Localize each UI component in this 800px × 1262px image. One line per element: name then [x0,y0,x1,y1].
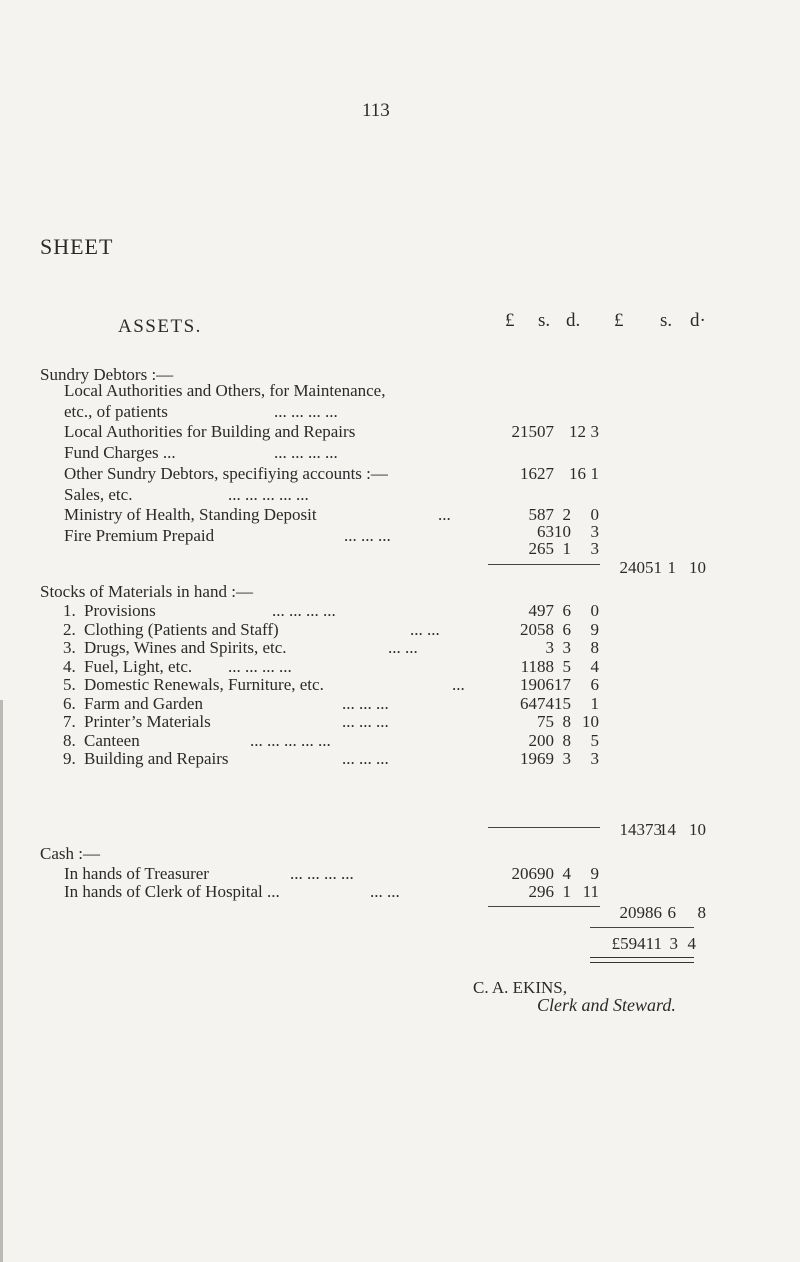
amount-pounds: 20690 [511,864,554,883]
subtotal-rule [488,827,600,828]
amount-pence: 1 [590,693,599,713]
stock-item-number: 9. [63,749,76,768]
grand-total-pence: 4 [687,934,696,953]
amount-pounds: 265 [528,539,554,558]
subtotal-shillings: 1 [667,558,676,577]
sundry-debtors-heading: Sundry Debtors :— [40,365,174,384]
amount-pounds: 200 [528,730,554,750]
grand-total-pounds: £59411 [611,934,662,953]
subtotal-pounds: 20986 [619,903,662,922]
leader-dots: ... ... ... [344,526,391,545]
amount-pounds: 63 [537,522,554,541]
amount-shillings: 1 [562,882,571,901]
subtotal-pounds: 14373 [619,820,662,839]
grand-total-shillings: 3 [669,934,678,953]
sundry-line-4: Ministry of Health, Standing Deposit [64,505,317,524]
leader-dots: ... ... ... ... [274,402,338,421]
leader-dots: ... ... ... ... [274,443,338,462]
leader-dots: ... ... [410,619,440,639]
stock-item-label: Provisions [84,601,156,620]
stock-item-number: 4. [63,656,76,676]
amount-shillings: 6 [562,601,571,620]
leader-dots: ... [452,675,465,694]
leader-dots: ... ... [388,638,418,657]
amount-pence: 1 [590,464,599,483]
amount-pence: 9 [590,619,599,639]
amount-shillings: 15 [554,693,571,713]
amount-pounds: 6474 [520,693,554,713]
cash-item-label: In hands of Clerk of Hospital ... [64,882,280,901]
subtotal-shillings: 6 [667,903,676,922]
col1-shillings-header: s. [538,310,551,331]
amount-shillings: 4 [562,864,571,883]
stock-item-label: Canteen [84,730,140,750]
amount-shillings: 16 [569,464,586,483]
amount-shillings: 8 [562,712,571,731]
leader-dots: ... ... ... [342,693,389,713]
leader-dots: ... ... ... ... [290,864,354,883]
amount-pounds: 3 [545,638,554,657]
stock-item-label: Fuel, Light, etc. [84,656,193,676]
sundry-line-1a: Local Authorities and Others, for Maintenance, [64,381,386,400]
stock-item-label: Printer’s Materials [84,712,211,731]
stock-item-number: 1. [63,601,76,620]
sundry-line-1b: etc., of patients [64,402,168,421]
amount-pounds: 497 [528,601,554,620]
col2-pounds-header: £ [614,310,624,331]
amount-shillings: 3 [562,638,571,657]
amount-pence: 3 [590,422,599,441]
leader-dots: ... ... ... ... [272,601,336,620]
amount-shillings: 3 [562,749,571,768]
cash-item-label: In hands of Treasurer [64,864,209,883]
amount-shillings: 10 [554,522,571,541]
subtotal-shillings: 14 [659,820,676,839]
amount-pence: 8 [590,638,599,657]
amount-shillings: 17 [554,675,571,694]
amount-pounds: 587 [528,505,554,524]
amount-shillings: 8 [562,730,571,750]
subtotal-pounds: 24051 [619,558,662,577]
sundry-line-2a: Local Authorities for Building and Repairs [64,422,356,441]
stock-item-label: Domestic Renewals, Furniture, etc. [84,675,324,694]
amount-shillings: 6 [562,619,571,639]
leader-dots: ... ... ... ... ... [250,730,331,750]
assets-title: ASSETS. [118,316,202,337]
stock-item-number: 6. [63,693,76,713]
cash-heading: Cash :— [40,844,100,863]
amount-pence: 6 [590,675,599,694]
page-binding-edge [0,700,3,1262]
stock-item-number: 2. [63,619,76,639]
amount-pounds: 2058 [520,619,554,639]
amount-pounds: 1969 [520,749,554,768]
stocks-heading: Stocks of Materials in hand :— [40,582,253,601]
amount-shillings: 5 [562,656,571,676]
sundry-line-3b: Sales, etc. [64,485,133,504]
amount-pence: 3 [590,522,599,541]
leader-dots: ... [438,505,451,524]
col2-shillings-header: s. [660,310,673,331]
leader-dots: ... ... ... [342,749,389,768]
stock-item-number: 7. [63,712,76,731]
leader-dots: ... ... ... ... ... [228,485,309,504]
sheet-heading: SHEET [40,234,114,259]
amount-pence: 11 [582,882,599,901]
leader-dots: ... ... [370,882,400,901]
stock-item-label: Clothing (Patients and Staff) [84,619,279,639]
amount-pence: 3 [590,539,599,558]
amount-pence: 0 [590,601,599,620]
amount-shillings: 1 [562,539,571,558]
page-number: 113 [362,100,390,121]
subtotal-pence: 8 [697,903,706,922]
amount-pounds: 21507 [511,422,554,441]
amount-pence: 10 [582,712,599,731]
amount-shillings: 2 [562,505,571,524]
stock-item-number: 5. [63,675,76,694]
leader-dots: ... ... ... ... [228,656,292,676]
col1-pounds-header: £ [505,310,515,331]
stock-item-label: Farm and Garden [84,693,203,713]
stock-item-label: Drugs, Wines and Spirits, etc. [84,638,287,657]
grand-total-rule [590,927,694,928]
amount-pence: 9 [590,864,599,883]
stock-item-number: 8. [63,730,76,750]
subtotal-pence: 10 [689,820,706,839]
grand-total-double-rule [590,957,694,963]
amount-pence: 5 [590,730,599,750]
col2-pence-header: d· [690,310,706,331]
leader-dots: ... ... ... [342,712,389,731]
stock-item-label: Building and Repairs [84,749,229,768]
amount-pence: 3 [590,749,599,768]
signature-name: C. A. EKINS, [473,978,567,997]
amount-pounds: 296 [528,882,554,901]
amount-pounds: 75 [537,712,554,731]
stock-item-number: 3. [63,638,76,657]
sundry-line-2b: Fund Charges ... [64,443,176,462]
amount-pounds: 1627 [520,464,554,483]
sundry-line-5: Fire Premium Prepaid [64,526,215,545]
signature-title: Clerk and Steward. [537,995,676,1015]
subtotal-rule [488,906,600,907]
amount-pounds: 1188 [520,656,554,676]
subtotal-pence: 10 [689,558,706,577]
sundry-line-3a: Other Sundry Debtors, specifiying accounts :— [64,464,388,483]
amount-shillings: 12 [569,422,586,441]
subtotal-rule [488,564,600,565]
amount-pounds: 1906 [520,675,554,694]
amount-pence: 4 [590,656,599,676]
amount-pence: 0 [590,505,599,524]
col1-pence-header: d. [566,310,581,331]
